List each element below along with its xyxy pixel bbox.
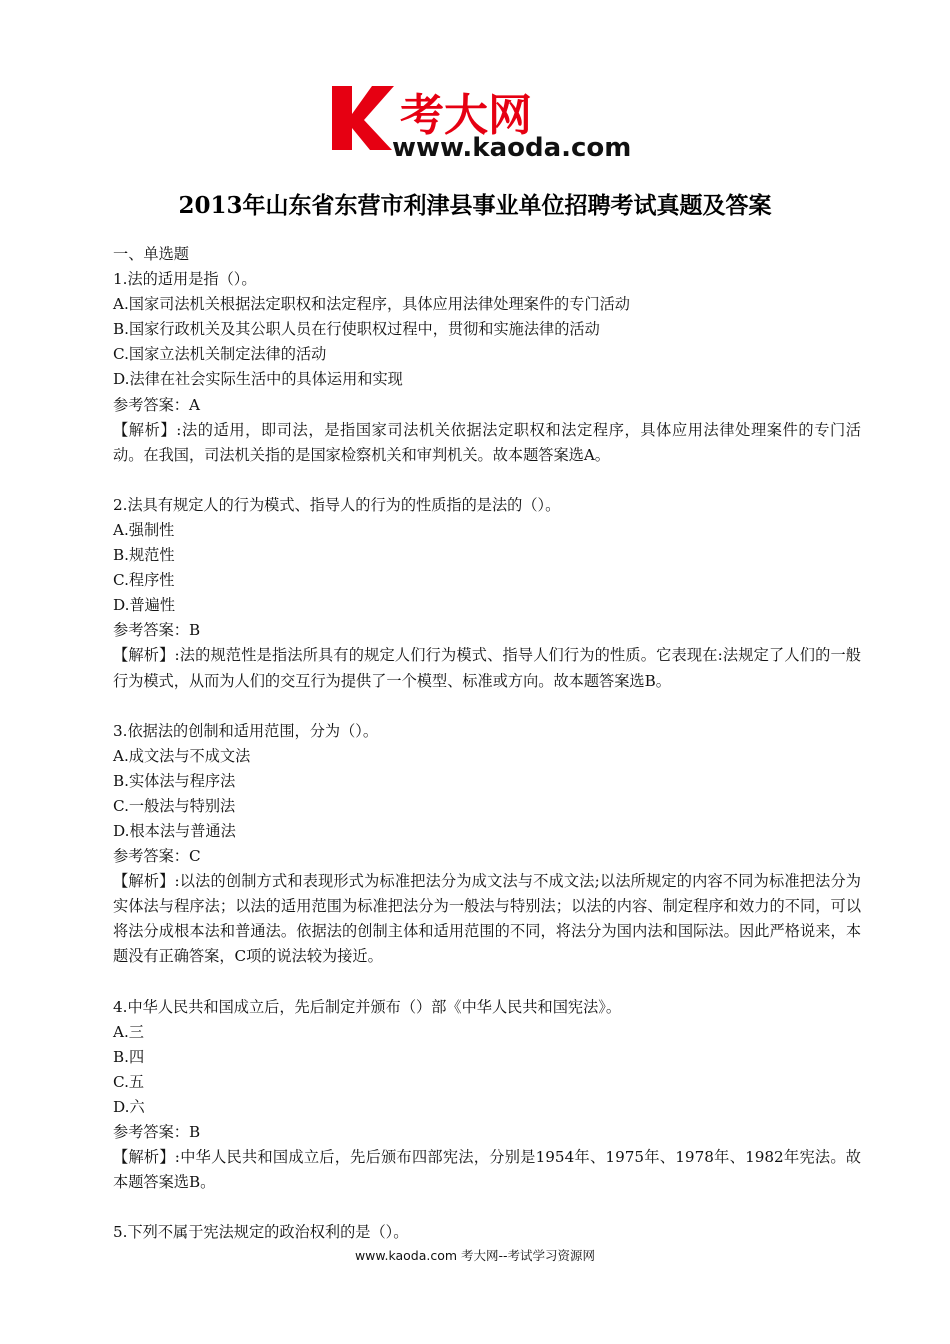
option-d: D.根本法与普通法 — [113, 821, 236, 840]
option-b: B.国家行政机关及其公职人员在行使职权过程中，贯彻和实施法律的活动 — [113, 320, 600, 339]
analysis: 【解析】:法的规范性是指法所具有的规定人们行为模式、指导人们行为的性质。它表现在:法规定了人们的一般行为模式，从而为人们的交互行为提供了一个模型、标准或方向。故本题答案选B。 — [113, 646, 861, 690]
answer: 参考答案：A — [113, 395, 200, 414]
option-c: C.一般法与特别法 — [113, 796, 236, 815]
option-c: C.程序性 — [113, 571, 175, 590]
option-b: B.实体法与程序法 — [113, 771, 236, 790]
option-d: D.法律在社会实际生活中的具体运用和实现 — [113, 370, 403, 389]
option-c: C.国家立法机关制定法律的活动 — [113, 345, 327, 364]
option-b: B.规范性 — [113, 546, 175, 565]
spacer — [113, 694, 861, 719]
document-title: 2013年山东省东营市利津县事业单位招聘考试真题及答案 — [178, 192, 772, 219]
question-stem: 1.法的适用是指（）。 — [113, 270, 257, 289]
question-stem: 4.中华人民共和国成立后，先后制定并颁布（）部《中华人民共和国宪法》。 — [113, 997, 622, 1016]
page-footer: www.kaoda.com 考大网--考试学习资源网 — [354, 1248, 596, 1263]
answer: 参考答案：B — [113, 621, 201, 640]
question-list — [113, 242, 861, 1245]
option-d: D.六 — [113, 1097, 145, 1116]
question-stem: 2.法具有规定人的行为模式、指导人的行为的性质指的是法的（）。 — [113, 495, 561, 514]
section-heading: 一、单选题 — [113, 245, 189, 263]
option-a: A.成文法与不成文法 — [113, 746, 251, 765]
logo-brand-cn: 考大网 — [400, 90, 532, 141]
option-a: A.强制性 — [113, 520, 175, 539]
question-stem: 5.下列不属于宪法规定的政治权利的是（）。 — [113, 1223, 409, 1242]
option-b: B.四 — [113, 1047, 145, 1066]
analysis: 【解析】:以法的创制方式和表现形式为标准把法分为成文法与不成文法;以法所规定的内容不同为标准把法分为实体法与程序法；以法的适用范围为标准把法分为一般法与特别法；以法的内容、制定程序和效力的不同，可以将法分成根本法和普通法。依据法的创制主体和适用范围的不同，将法分为国内法和国际法。因此严格说来，本题没有正确答案，C项的说法较为接近。 — [113, 872, 861, 966]
answer: 参考答案：B — [113, 1123, 201, 1141]
analysis: 【解析】:法的适用，即司法，是指国家司法机关依据法定职权和法定程序，具体应用法律处理案件的专门活动。在我国，司法机关指的是国家检察机关和审判机关。故本题答案选A。 — [113, 420, 861, 464]
option-a: A.国家司法机关根据法定职权和法定程序，具体应用法律处理案件的专门活动 — [113, 295, 630, 314]
question-stem: 3.依据法的创制和适用范围，分为（）。 — [113, 721, 379, 740]
option-d: D.普遍性 — [113, 596, 176, 615]
spacer — [113, 1195, 861, 1220]
logo-brand-url: www.kaoda.com — [392, 133, 632, 160]
option-a: A.三 — [113, 1022, 144, 1041]
option-c: C.五 — [113, 1072, 145, 1091]
spacer — [113, 970, 861, 995]
kaoda-logo — [330, 80, 650, 160]
analysis: 【解析】:中华人民共和国成立后，先后颁布四部宪法，分别是1954年、1975年、1978年、1982年宪法。故本题答案选B。 — [113, 1148, 861, 1192]
kaoda-logo-graphic — [330, 80, 650, 160]
spacer — [113, 468, 861, 493]
answer: 参考答案：C — [113, 847, 201, 866]
